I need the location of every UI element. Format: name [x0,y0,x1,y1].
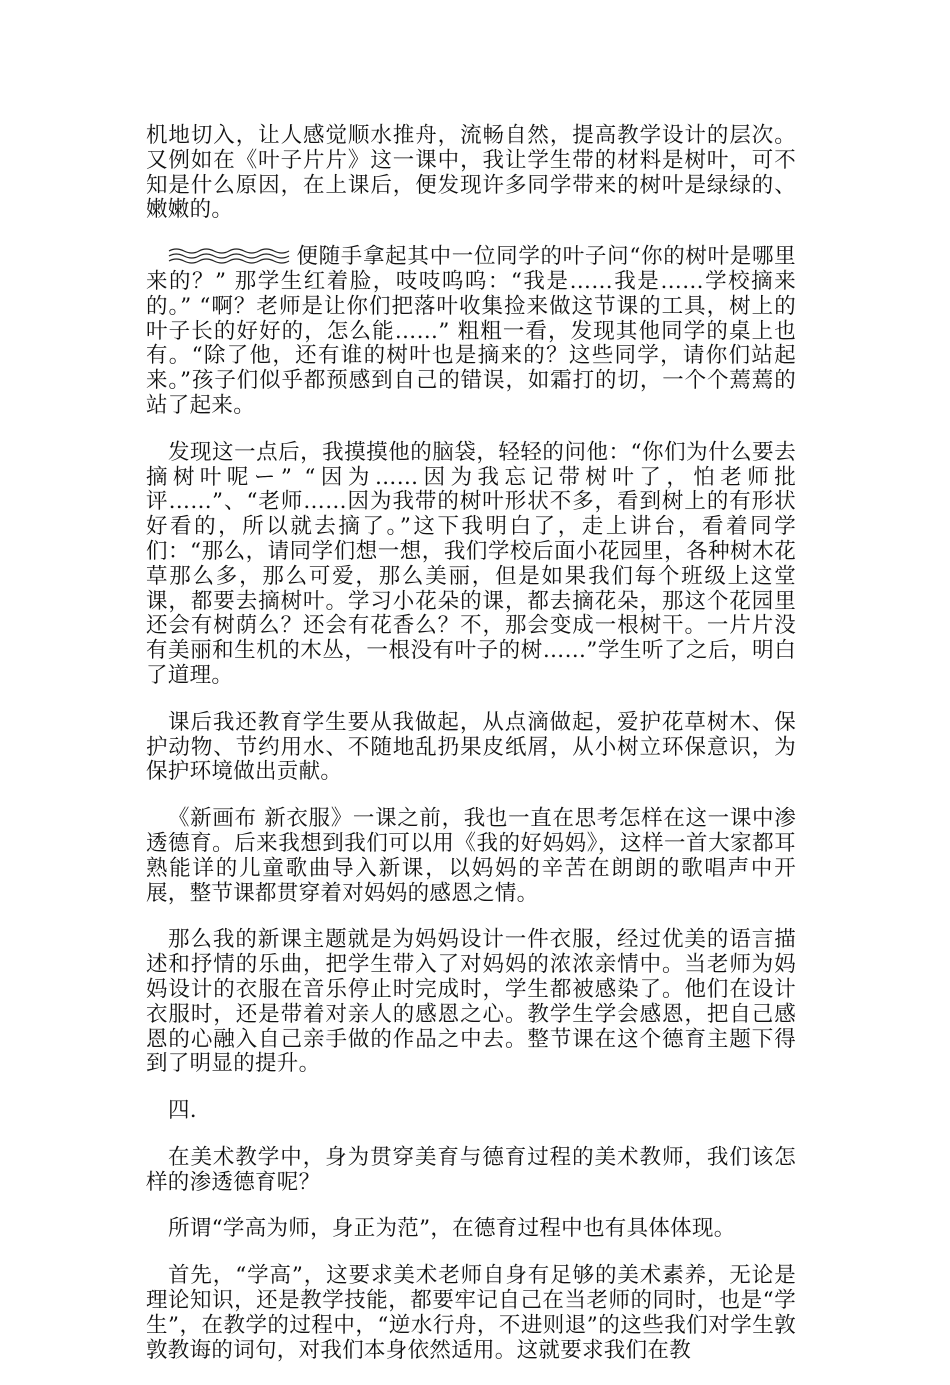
paragraph-7: 在美术教学中，身为贯穿美育与德育过程的美术教师，我们该怎样的渗透德育呢？ [146,1144,796,1195]
paragraph-2 [146,245,796,419]
paragraph-1: 机地切入，让人感觉顺水推舟，流畅自然，提高教学设计的层次。又例如在《叶子片片》这一课中，我让学生带的材料是树叶，可不知是什么原因，在上课后，便发现许多同学带来的树叶是绿绿的、嫩嫩的。 [146,123,796,223]
section-heading-four: 四. [168,1098,197,1124]
document-body [146,124,796,1385]
paragraph-8: 所谓“学高为师，身正为范”，在德育过程中也有具体体现。 [168,1216,736,1242]
paragraph-3: 发现这一点后，我摸摸他的脑袋，轻轻的问他：“你们为什么要去摘树叶呢ー” “因为……因为我忘记带树叶了，怕老师批评……”、“老师……因为我带的树叶形状不多，看到树上的有形状好看的，所以就去摘了。”这下我明白了，走上讲台，看着同学们：“那么，请同学们想一想，我们学校后面小花园里，各种树木花草那么多，那么可爱，那么美丽，但是如果我们每个班级上这堂课，都要去摘树叶。学习小花朵的课，都去摘花朵，那这个花园里还会有树荫么？还会有花香么？不，那会变成一根树干。一片片没有美丽和生机的木丛，一根没有叶子的树……”学生听了之后，明白了道理。 [146,439,796,688]
paragraph-2-text: 便随手拿起其中一位同学的叶子问“你的树叶是哪里来的？” 那学生红着脸，吱吱呜呜：“我是……我是……学校摘来的。” “啊？老师是让你们把落叶收集捡来做这节课的工具，树上的叶子长的好好的，怎么能……” 粗粗一看，发现其他同学的桌上也有。“除了他，还有谁的树叶也是摘来的？这些同学，请你们站起来。”孩子们似乎都预感到自己的错误，如霜打的切，一个个蔫蔫的站了起来。 [146,244,796,418]
paragraph-4: 课后我还教育学生要从我做起，从点滴做起，爱护花草树木、保护动物、节约用水、不随地乱扔果皮纸屑，从小树立环保意识，为保护环境做出贡献。 [146,709,796,785]
wavy-underline-mark [168,246,294,266]
paragraph-5: 《新画布 新衣服》一课之前，我也一直在思考怎样在这一课中渗透德育。后来我想到我们可以用《我的好妈妈》，这样一首大家都耳熟能详的儿童歌曲导入新课，以妈妈的辛苦在朗朗的歌唱声中开展，整节课都贯穿着对妈妈的感恩之情。 [146,806,796,906]
paragraph-6: 那么我的新课主题就是为妈妈设计一件衣服，经过优美的语言描述和抒情的乐曲，把学生带入了对妈妈的浓浓亲情中。当老师为妈妈设计的衣服在音乐停止时完成时，学生都被感染了。他们在设计衣服时，还是带着对亲人的感恩之心。教学生学会感恩，把自己感恩的心融入自己亲手做的作品之中去。整节课在这个德育主题下得到了明显的提升。 [146,927,796,1077]
paragraph-9: 首先，“学高”，这要求美术老师自身有足够的美术素养，无论是理论知识，还是教学技能，都要牢记自己在当老师的同时，也是“学生”，在教学的过程中，“逆水行舟，不进则退”的这些我们对学生敦敦教诲的词句，对我们本身依然适用。这就要求我们在教 [146,1263,796,1363]
